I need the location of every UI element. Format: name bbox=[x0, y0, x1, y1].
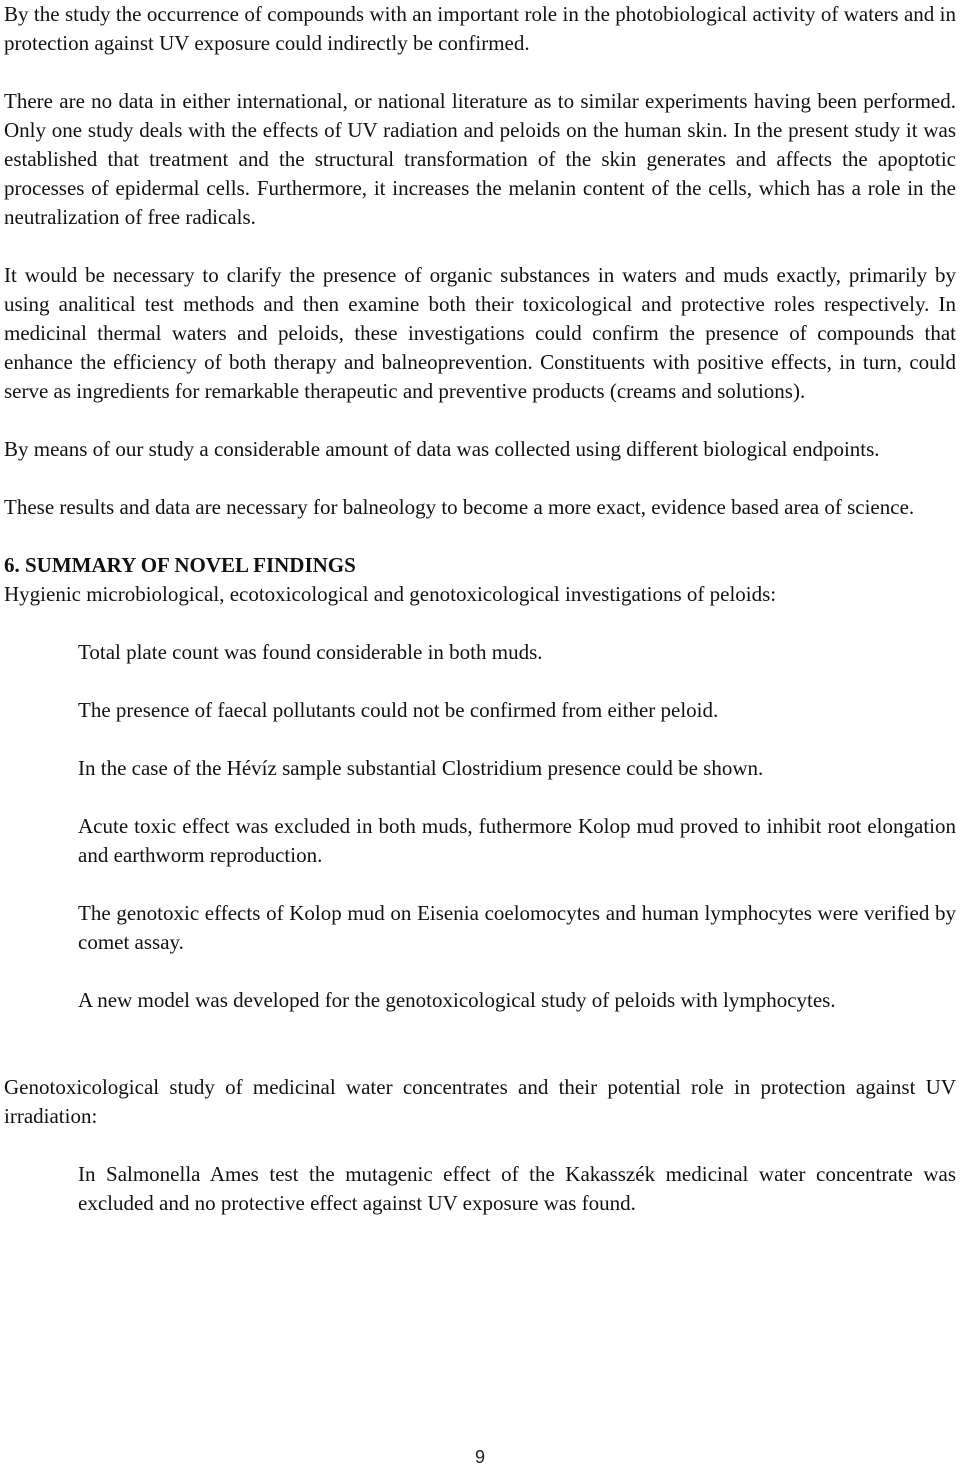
paragraph-balneology: These results and data are necessary for balneology to become a more exact, evidence based area of science. bbox=[4, 495, 915, 519]
section-intro-peloids: Hygienic microbiological, ecotoxicological and genotoxicological investigations of peloids: bbox=[4, 582, 777, 606]
finding-item: The presence of faecal pollutants could not be confirmed from either peloid. bbox=[78, 698, 719, 722]
finding-item: Total plate count was found considerable in both muds. bbox=[78, 640, 543, 664]
finding-item: Acute toxic effect was excluded in both muds, futhermore Kolop mud proved to inhibit root elongation and earthworm reproduction. bbox=[78, 814, 956, 867]
paragraph-literature: There are no data in either international, or national literature as to similar experiments having been performed. Only one study deals with the effects of UV radiation and peloids on the human skin. In the present study it was established that treatment and the structural transformation of the skin generates and affects the apoptotic processes of epidermal cells. Furthermore, it increases the melanin content of the cells, which has a role in the neutralization of free radicals. bbox=[4, 89, 956, 229]
paragraph-organic-substances: It would be necessary to clarify the presence of organic substances in waters and muds exactly, primarily by using analitical test methods and then examine both their toxicological and protective roles respectively. In medicinal thermal waters and peloids, these investigations could confirm the presence of compounds that enhance the efficiency of both therapy and balneoprevention. Constituents with positive effects, in turn, could serve as ingredients for remarkable therapeutic and preventive products (creams and solutions). bbox=[4, 263, 956, 403]
paragraph-uv-protection: By the study the occurrence of compounds with an important role in the photobiological activity of waters and in protection against UV exposure could indirectly be confirmed. bbox=[4, 2, 956, 55]
finding-item: In Salmonella Ames test the mutagenic effect of the Kakasszék medicinal water concentrate was excluded and no protective effect against UV exposure was found. bbox=[78, 1162, 956, 1215]
section-intro-water-concentrates: Genotoxicological study of medicinal water concentrates and their potential role in protection against UV irradiation: bbox=[4, 1075, 956, 1128]
section-heading: 6. SUMMARY OF NOVEL FINDINGS bbox=[4, 553, 356, 577]
finding-item: In the case of the Hévíz sample substantial Clostridium presence could be shown. bbox=[78, 756, 764, 780]
finding-item: The genotoxic effects of Kolop mud on Eisenia coelomocytes and human lymphocytes were verified by comet assay. bbox=[78, 901, 956, 954]
page-number: 9 bbox=[474, 1447, 485, 1467]
paragraph-data-collected: By means of our study a considerable amount of data was collected using different biological endpoints. bbox=[4, 437, 880, 461]
finding-item: A new model was developed for the genotoxicological study of peloids with lymphocytes. bbox=[78, 988, 836, 1012]
